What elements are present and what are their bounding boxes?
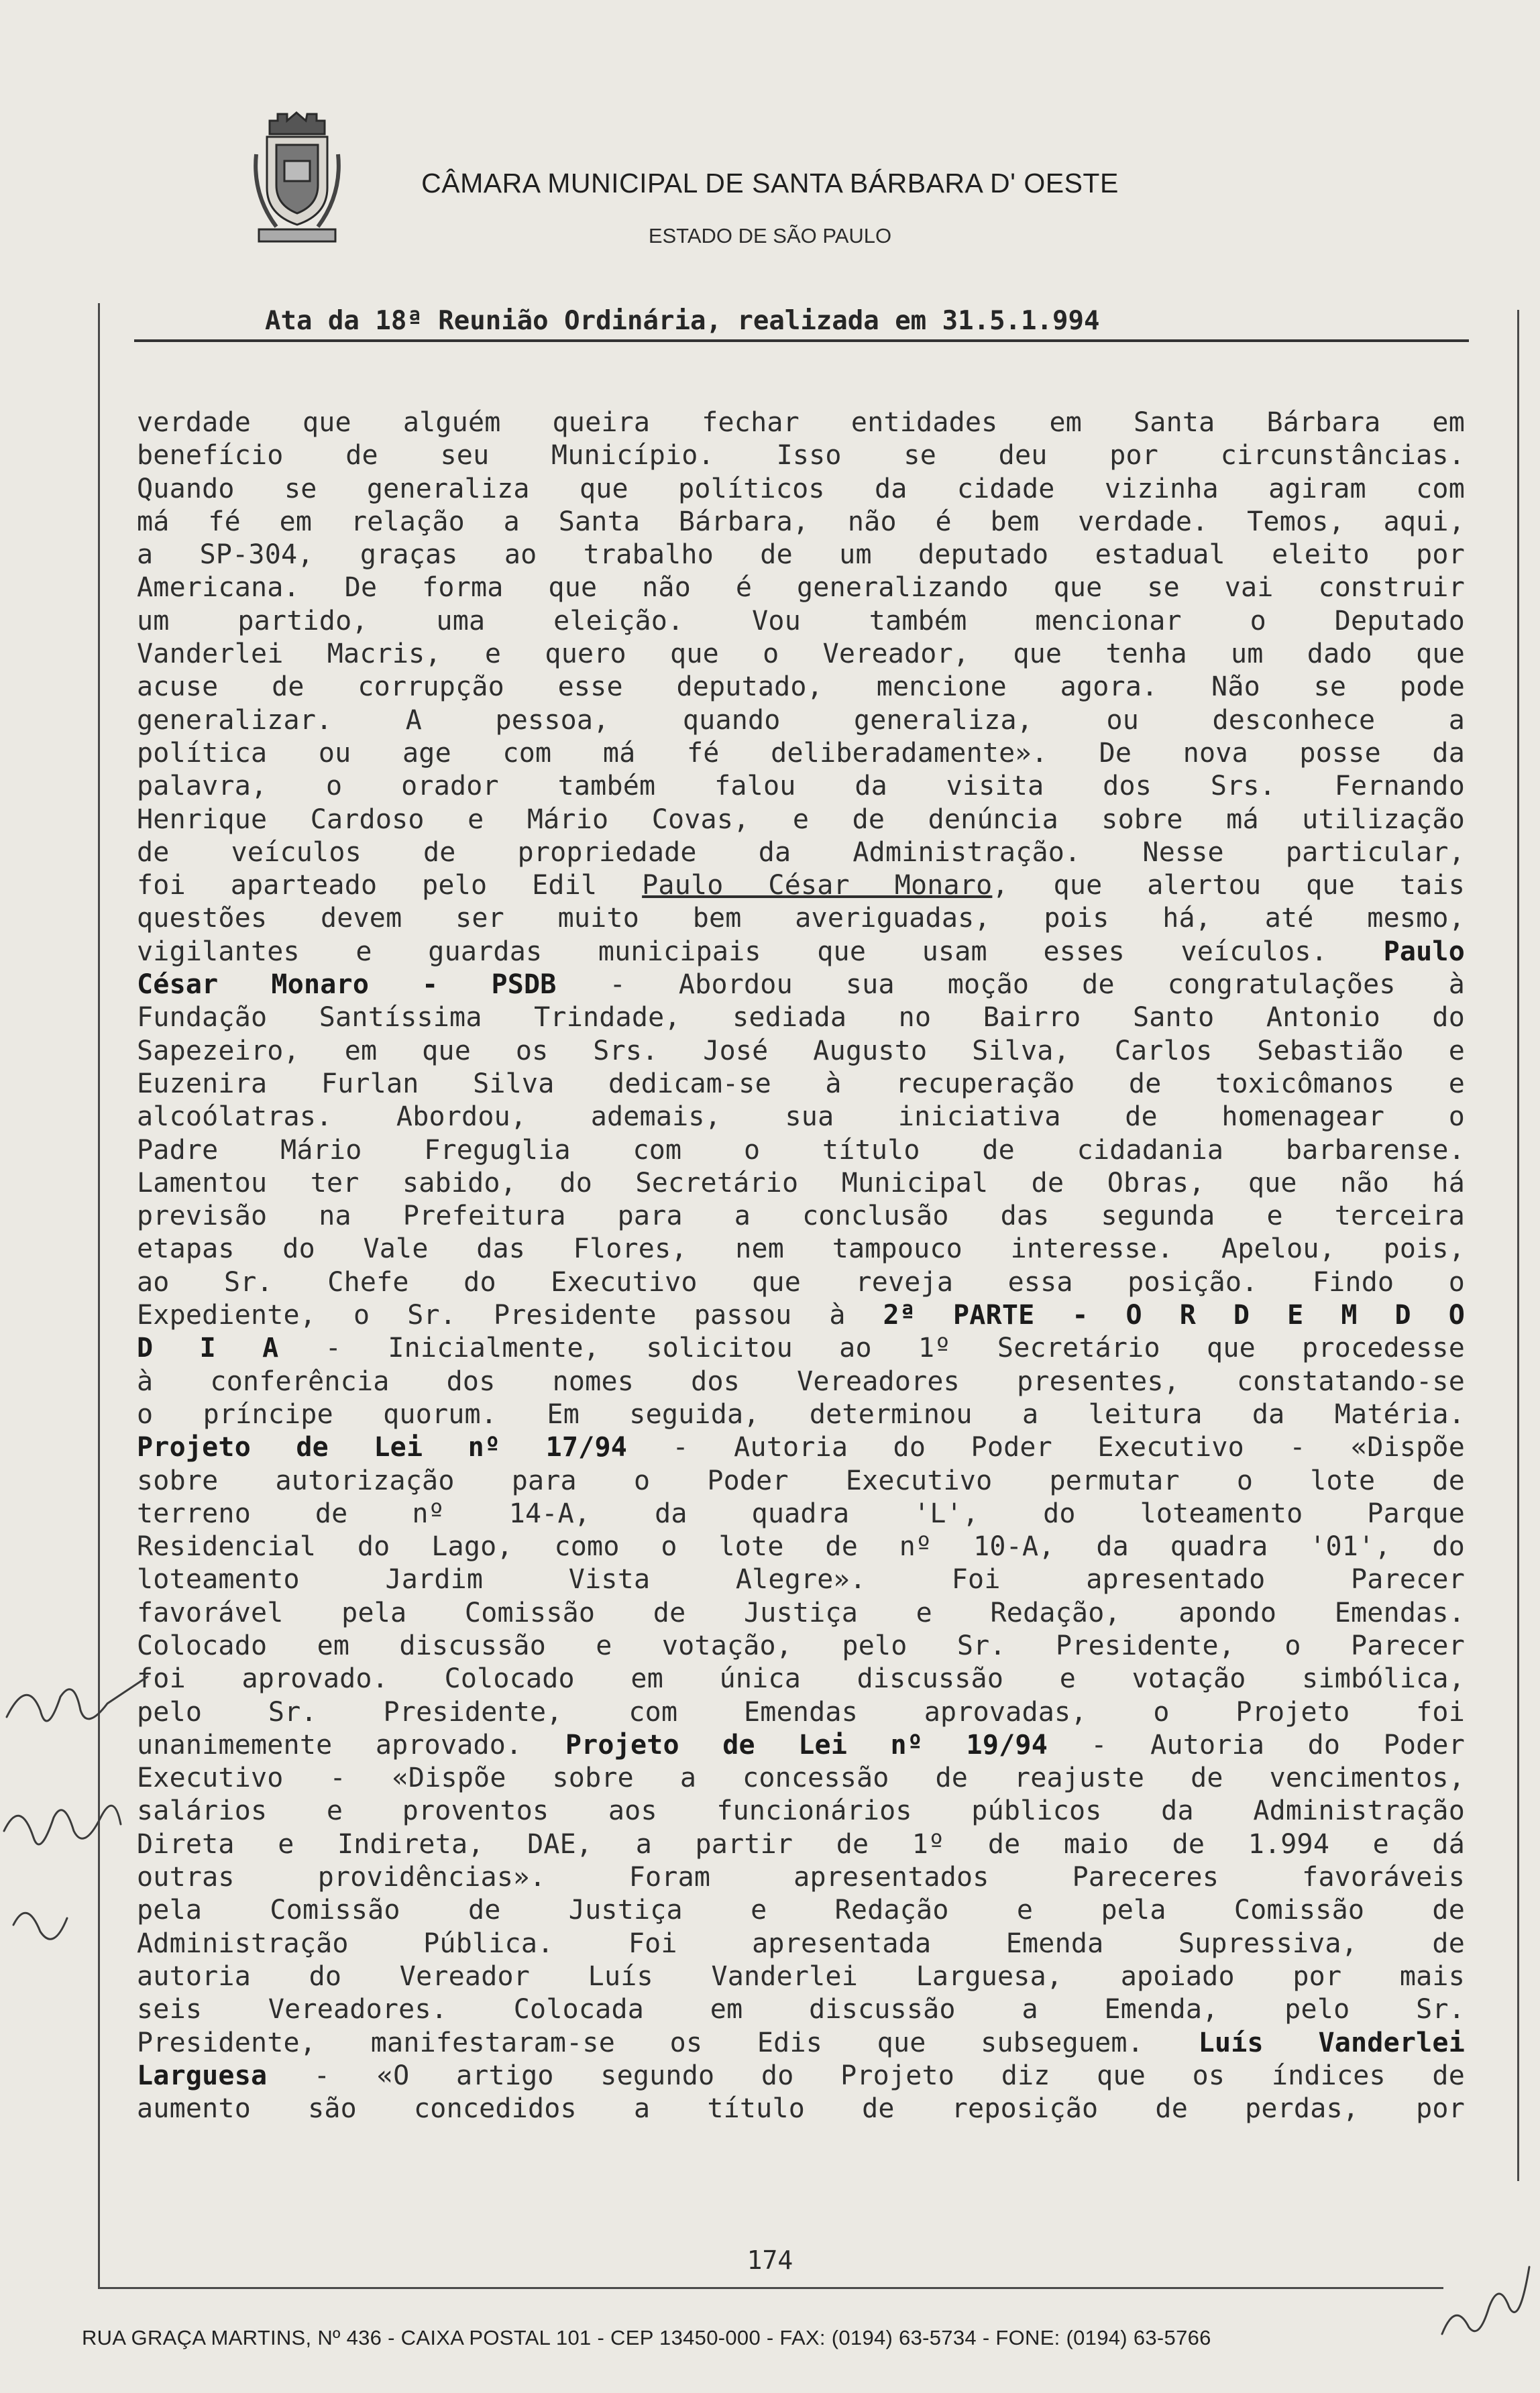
speaker-name: Paulo xyxy=(1383,936,1465,967)
text-line: Fundação Santíssima Trindade, sediada no Bairro Santo Antonio do xyxy=(137,1002,1465,1034)
text-line: Quando se generaliza que políticos da cidade vizinha agiram com xyxy=(137,473,1465,504)
text-line: salários e proventos aos funcionários públicos da Administração xyxy=(137,1795,1465,1827)
text-line: foi aprovado. Colocado em única discussão e votação simbólica, xyxy=(137,1663,1465,1695)
institution-state: ESTADO DE SÃO PAULO xyxy=(648,224,892,247)
text-line: Henrique Cardoso e Mário Covas, e de denúncia sobre má utilização xyxy=(137,803,1465,835)
section-heading: 2ª PARTE - O R D E M D O xyxy=(883,1300,1465,1331)
text-line: loteamento Jardim Vista Alegre». Foi apresentado Parecer xyxy=(137,1564,1465,1596)
text-line: generalizar. A pessoa, quando generaliza, ou desconhece a xyxy=(137,704,1465,736)
text-line: Presidente, manifestaram-se os Edis que subseguem. Luís Vanderlei xyxy=(137,2027,1465,2058)
text-line: foi aparteado pelo Edil Paulo César Monaro, que alertou que tais xyxy=(137,870,1465,901)
text-line: seis Vereadores. Colocada em discussão a Emenda, pelo Sr. xyxy=(137,1994,1465,2025)
document-title: Ata da 18ª Reunião Ordinária, realizada em 31.5.1.994 xyxy=(265,306,1100,336)
text-line: verdade que alguém queira fechar entidades em Santa Bárbara em xyxy=(137,407,1465,438)
text-line: de veículos de propriedade da Administração. Nesse particular, xyxy=(137,836,1465,868)
title-underline xyxy=(134,339,1469,342)
footer-address: RUA GRAÇA MARTINS, Nº 436 - CAIXA POSTAL 101 - CEP 13450-000 - FAX: (0194) 63-5734 - FONE: (0194) 63-5766 xyxy=(82,2326,1211,2349)
text-line: o príncipe quorum. Em seguida, determinou a leitura da Matéria. xyxy=(137,1398,1465,1430)
text-line: política ou age com má fé deliberadamente». De nova posse da xyxy=(137,737,1465,769)
text-line: Colocado em discussão e votação, pelo Sr. Presidente, o Parecer xyxy=(137,1630,1465,1661)
text-line: terreno de nº 14-A, da quadra 'L', do loteamento Parque xyxy=(137,1498,1465,1529)
left-border-line xyxy=(98,303,100,2288)
text-line: Sapezeiro, em que os Srs. José Augusto Silva, Carlos Sebastião e xyxy=(137,1035,1465,1066)
speaker-name: Larguesa xyxy=(137,2060,268,2091)
text-line: Projeto de Lei nº 17/94 - Autoria do Poder Executivo - «Dispõe xyxy=(137,1432,1466,1463)
text-line: a SP-304, graças ao trabalho de um deputado estadual eleito por xyxy=(137,539,1465,571)
margin-signature-icon xyxy=(0,1663,161,1958)
text-line: vigilantes e guardas municipais que usam esses veículos. Paulo xyxy=(137,936,1465,967)
text-line: pela Comissão de Justiça e Redação e pela Comissão de xyxy=(137,1895,1465,1926)
speaker-name: César Monaro - PSDB xyxy=(137,969,557,1001)
text-line: unanimemente aprovado. Projeto de Lei nº 19/94 - Autoria do Poder xyxy=(137,1729,1465,1761)
text-line: Administração Pública. Foi apresentada Emenda Supressiva, de xyxy=(137,1928,1465,1959)
text-line: favorável pela Comissão de Justiça e Redação, apondo Emendas. xyxy=(137,1597,1465,1628)
text-line: Vanderlei Macris, e quero que o Vereador, que tenha um dado que xyxy=(137,638,1465,670)
institution-name: CÂMARA MUNICIPAL DE SANTA BÁRBARA D' OESTE xyxy=(421,168,1119,199)
page-number: 174 xyxy=(747,2245,793,2275)
text-line: Executivo - «Dispõe sobre a concessão de reajuste de vencimentos, xyxy=(137,1763,1465,1794)
right-border-line xyxy=(1517,310,1519,2181)
text-line: alcoólatras. Abordou, ademais, sua iniciativa de homenagear o xyxy=(137,1101,1465,1133)
text-line: etapas do Vale das Flores, nem tampouco interesse. Apelou, pois, xyxy=(137,1233,1465,1265)
bottom-border-line xyxy=(98,2287,1443,2289)
text-line: má fé em relação a Santa Bárbara, não é bem verdade. Temos, aqui, xyxy=(137,506,1465,537)
bill-heading: Projeto de Lei nº 17/94 xyxy=(137,1432,628,1463)
text-line: à conferência dos nomes dos Vereadores presentes, constatando-se xyxy=(137,1366,1465,1397)
minutes-body xyxy=(137,406,1465,2125)
text-line: Euzenira Furlan Silva dedicam-se à recuperação de toxicômanos e xyxy=(137,1068,1465,1099)
text-line: Larguesa - «O artigo segundo do Projeto diz que os índices de xyxy=(137,2060,1465,2091)
text-line: Americana. De forma que não é generalizando que se vai construir xyxy=(137,572,1465,604)
text-line: ao Sr. Chefe do Executivo que reveja essa posição. Findo o xyxy=(137,1266,1465,1298)
speaker-name: Luís Vanderlei xyxy=(1198,2027,1465,2058)
text-line: outras providências». Foram apresentados Pareceres favoráveis xyxy=(137,1862,1465,1893)
text-line: sobre autorização para o Poder Executivo permutar o lote de xyxy=(137,1465,1465,1496)
text-line: Direta e Indireta, DAE, a partir de 1º de maio de 1.994 e dá xyxy=(137,1828,1465,1860)
text-line: questões devem ser muito bem averiguadas, pois há, até mesmo, xyxy=(137,903,1465,934)
text-line: Padre Mário Freguglia com o título de cidadania barbarense. xyxy=(137,1134,1465,1166)
text-line: um partido, uma eleição. Vou também mencionar o Deputado xyxy=(137,605,1465,636)
text-line: autoria do Vereador Luís Vanderlei Larguesa, apoiado por mais xyxy=(137,1960,1465,1992)
section-heading: D I A xyxy=(137,1333,279,1364)
text-line: aumento são concedidos a título de reposição de perdas, por xyxy=(137,2093,1465,2125)
text-line: Expediente, o Sr. Presidente passou à 2ª PARTE - O R D E M D O xyxy=(137,1300,1465,1331)
text-line: benefício de seu Município. Isso se deu por circunstâncias. xyxy=(137,440,1465,471)
bill-heading: Projeto de Lei nº 19/94 xyxy=(565,1729,1048,1761)
text-line: previsão na Prefeitura para a conclusão das segunda e terceira xyxy=(137,1201,1465,1232)
text-line: palavra, o orador também falou da visita dos Srs. Fernando xyxy=(137,771,1465,802)
text-line: pelo Sr. Presidente, com Emendas aprovadas, o Projeto foi xyxy=(137,1696,1465,1728)
text-line: acuse de corrupção esse deputado, mencione agora. Não se pode xyxy=(137,671,1465,703)
underlined-name: Paulo César Monaro xyxy=(642,870,993,901)
text-line: Lamentou ter sabido, do Secretário Municipal de Obras, que não há xyxy=(137,1167,1465,1199)
text-line: D I A - Inicialmente, solicitou ao 1º Secretário que procedesse xyxy=(137,1333,1466,1364)
text-line: Residencial do Lago, como o lote de nº 10-A, da quadra '01', do xyxy=(137,1531,1465,1563)
corner-signature-icon xyxy=(1429,2200,1536,2354)
text-line: César Monaro - PSDB - Abordou sua moção de congratulações à xyxy=(137,969,1466,1001)
